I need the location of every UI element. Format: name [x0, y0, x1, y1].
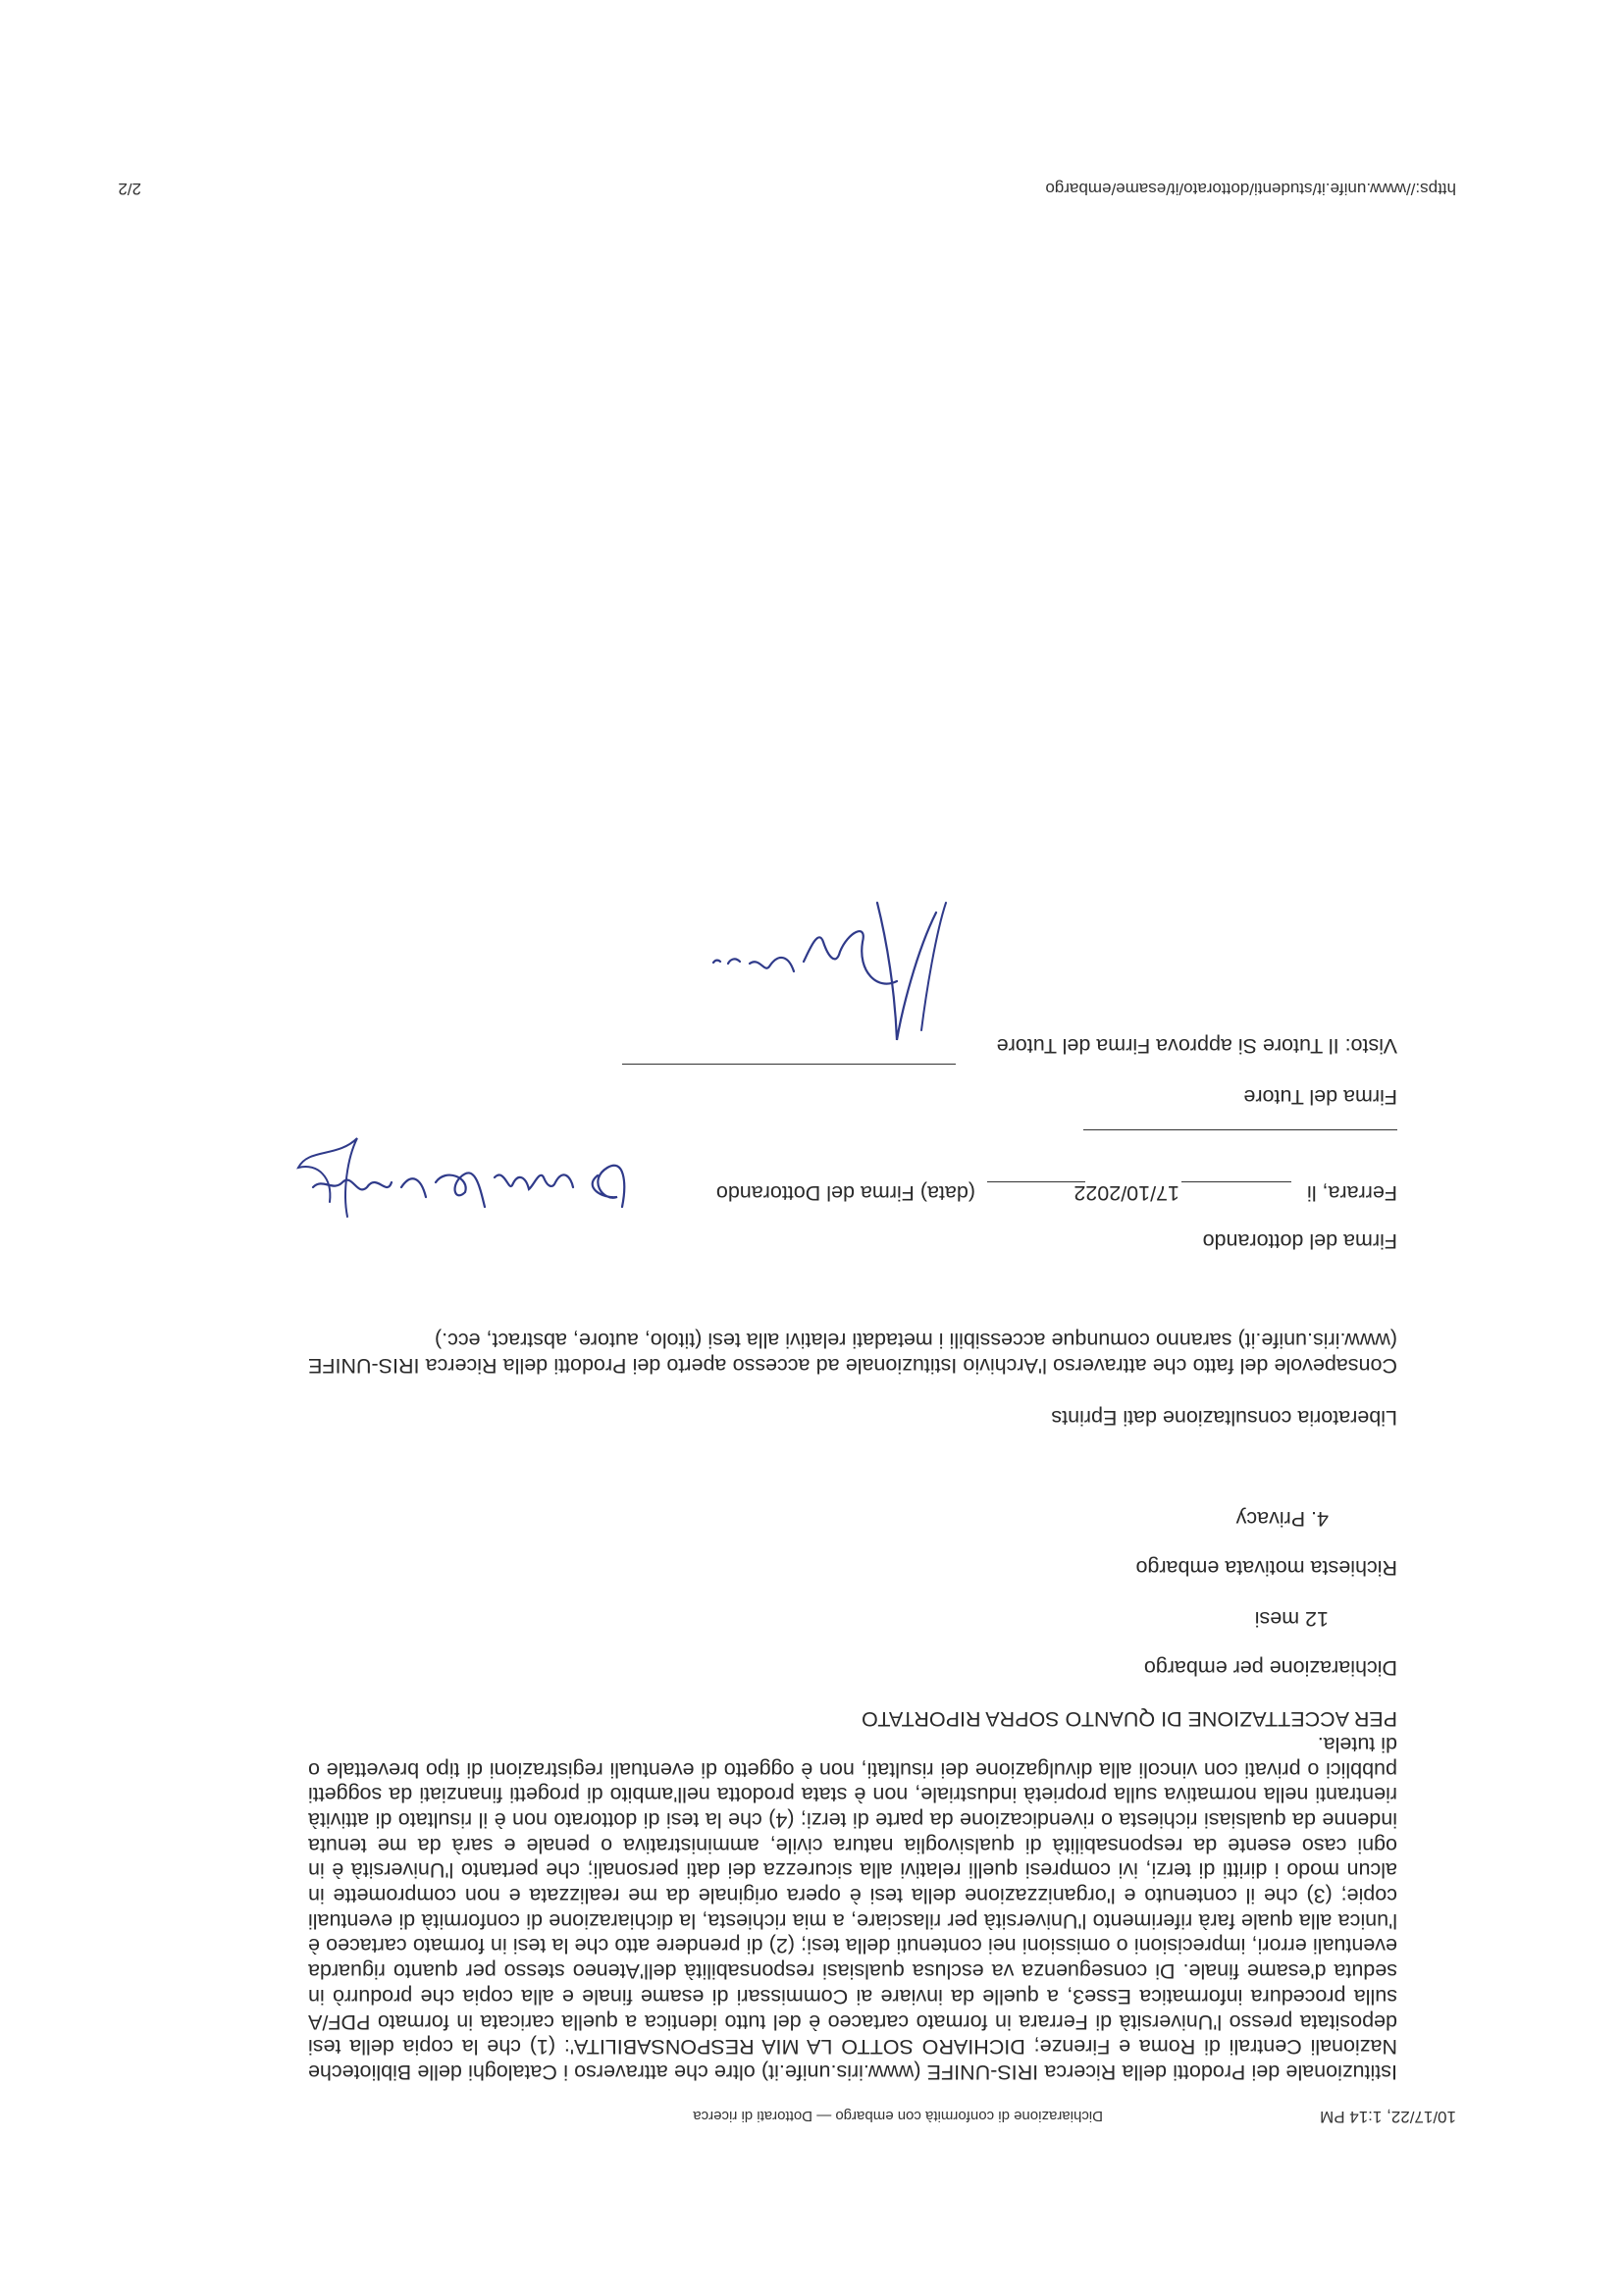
tutor-signature-label: Firma del Tutore	[1243, 1085, 1397, 1109]
doctorate-handwritten-signature	[288, 1119, 642, 1236]
motivation-label: Richiesta motivata embargo	[1135, 1556, 1397, 1580]
tutor-approval-line	[622, 1064, 956, 1065]
date-underline	[987, 1181, 1085, 1182]
signature-date: 17/10/2022	[1073, 1181, 1179, 1205]
tutor-signature-line	[1083, 1129, 1397, 1130]
embargo-value: 12 mesi	[1254, 1607, 1329, 1631]
doctorate-signature-label: Firma del dottorando	[1202, 1229, 1397, 1253]
tutor-approval-label: Visto: Il Tutore Si approva Firma del Tutore	[996, 1034, 1397, 1058]
page-number: 2/2	[118, 180, 141, 198]
release-label: Liberatoria consultazione dati Eprints	[1051, 1406, 1397, 1430]
motivation-value: 4. Privacy	[1235, 1507, 1329, 1531]
declaration-paragraph: Istituzionale dei Prodotti della Ricerca IRIS-UNIFE (www.iris.unife.it) oltre che attraverso i Cataloghi delle Biblioteche Nazionali Centrali di Roma e Firenze; DICHIARO SOTTO LA MIA RESPONSABILITA': (1) che la copia della tesi depositata presso l'Università di Ferrara in formato cartaceo è del tutto identica a quella caricata in formato PDF/A sulla procedura informatica Esse3, a quelle da inviare ai Commissari di esame finale e alla copia che produrrò in seduta d'esame finale. Di conseguenza va esclusa qualsiasi responsabilità dell'Ateneo stesso per quanto riguarda eventuali errori, imprecisioni o omissioni nei contenuti della tesi; (2) di prendere atto che la tesi in formato cartaceo è l'unica alla quale farà riferimento l'Università per rilasciare, a mia richiesta, la dichiarazione di conformità di eventuali copie; (3) che il contenuto e l'organizzazione della tesi è opera originale da me realizzata e non compromette in alcun modo i diritti di terzi, ivi compresi quelli relativi alla sicurezza dei dati personali; che pertanto l'Università è in ogni caso esente da responsabilità di qualsivoglia natura civile, amministrativa o penale e sarà da me tenuta indenne da qualsiasi richiesta o rivendicazione da parte di terzi; (4) che la tesi di dottorato non è il risultato di attività rientranti nella normativa sulla proprietà industriale, non è stata prodotta nell'ambito di progetti finanziati da soggetti pubblici o privati con vincoli alla divulgazione dei risultati, non è oggetto di eventuali registrazioni di tipo brevettale o di tutela.	[308, 1732, 1397, 2084]
page-title: Dichiarazione di conformità con embargo — Dottorati di ricerca	[693, 2108, 1103, 2124]
release-text: Consapevole del fatto che attraverso l'Archivio Istituzionale ad accesso aperto dei Prodotti della Ricerca IRIS-UNIFE (www.iris.unife.it) saranno comunque accessibili i metadati relativi alla tesi (titolo, autore, abstract, ecc.)	[308, 1329, 1397, 1378]
footer-url: https://www.unife.it/studenti/dottorato/it/esame/embargo	[1045, 180, 1456, 198]
date-signature-label: (data) Firma del Dottorando	[715, 1181, 975, 1205]
tutor-handwritten-signature	[701, 893, 956, 1050]
acceptance-statement: PER ACCETTAZIONE DI QUANTO SOPRA RIPORTATO	[862, 1707, 1397, 1731]
place-label: Ferrara, li	[1307, 1181, 1397, 1205]
embargo-label: Dichiarazione per embargo	[1143, 1656, 1397, 1680]
place-date-underline	[1181, 1181, 1291, 1182]
print-timestamp: 10/17/22, 1:14 PM	[1320, 2108, 1456, 2126]
